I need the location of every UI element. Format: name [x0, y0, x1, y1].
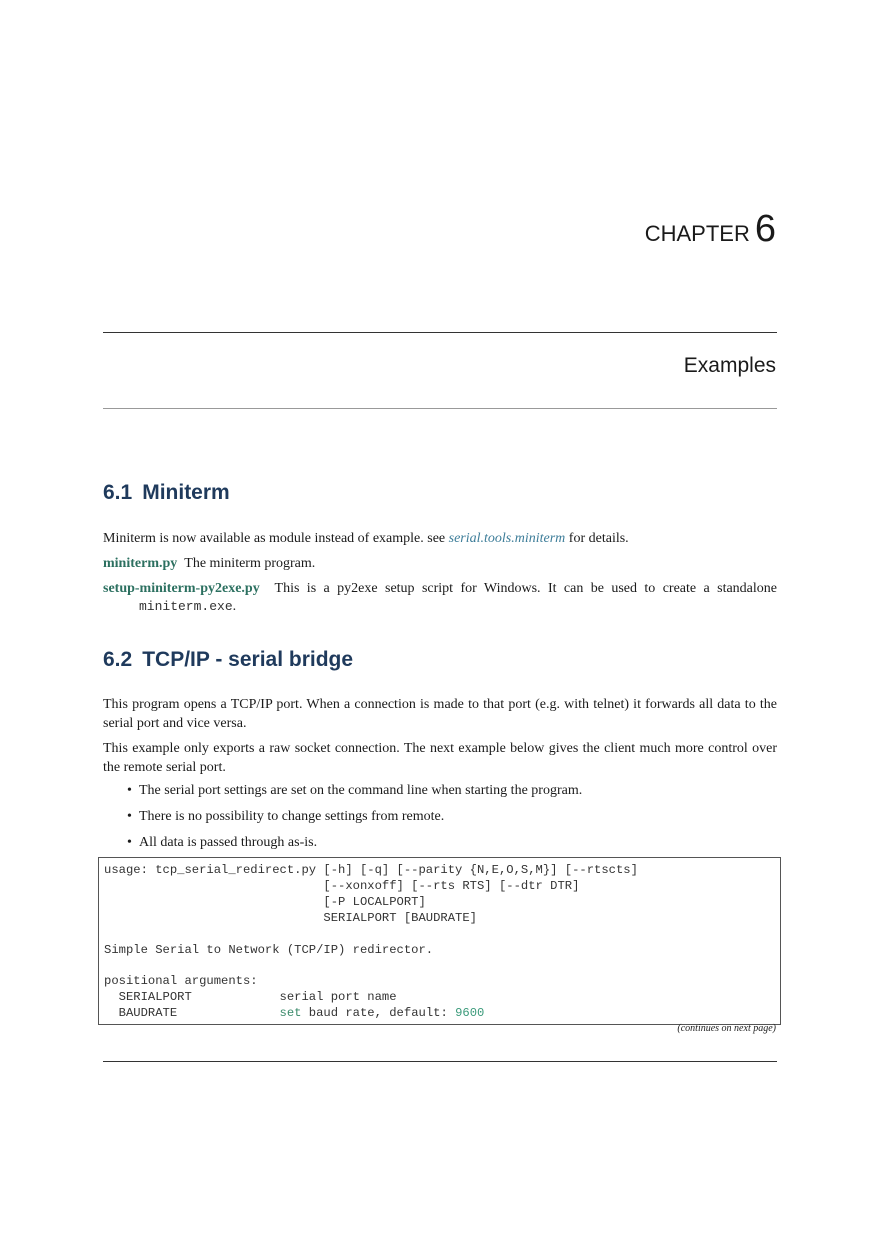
code-line: [--xonxoff] [--rts RTS] [--dtr DTR]	[104, 878, 580, 893]
list-item	[127, 781, 582, 800]
section-heading-miniterm	[103, 481, 230, 505]
code-content	[99, 858, 780, 1022]
definition-miniterm-py	[103, 554, 777, 573]
definition-term: miniterm.py	[103, 556, 178, 571]
definition-term: setup-miniterm-py2exe.py	[103, 581, 260, 596]
intro-text: Miniterm is now available as module instead of example. see	[103, 531, 449, 546]
section-title: TCP/IP - serial bridge	[142, 648, 354, 671]
list-item	[127, 807, 444, 826]
section-heading-tcp-ip	[103, 648, 353, 672]
paragraph: This example only exports a raw socket connection. The next example below gives the client much more control over the remote serial port.	[103, 741, 777, 775]
bullet-dot: •	[127, 783, 132, 798]
definition-setup-miniterm-cont	[139, 597, 236, 616]
definition-tail: .	[232, 599, 237, 614]
definition-setup-miniterm	[103, 579, 777, 598]
intro-text-after: for details.	[565, 531, 629, 546]
section-title: Miniterm	[142, 481, 230, 504]
chapter-word: CHAPTER	[644, 221, 750, 246]
section-number: 6.1	[103, 481, 133, 504]
definition-text: The miniterm program.	[184, 556, 316, 571]
paragraph: This program opens a TCP/IP port. When a connection is made to that port (e.g. with telnet) it forwards all data to the serial port and vice versa.	[103, 697, 777, 731]
code-line: [-P LOCALPORT]	[104, 894, 426, 909]
chapter-label	[645, 208, 776, 251]
code-line: BAUDRATE set baud rate, default: 9600	[104, 1006, 485, 1021]
code-line: positional arguments:	[104, 974, 258, 989]
list-item-text: The serial port settings are set on the command line when starting the program.	[139, 783, 583, 798]
code-line: SERIALPORT serial port name	[104, 990, 397, 1005]
code-line: SERIALPORT [BAUDRATE]	[104, 910, 477, 925]
chapter-rule-top	[103, 332, 777, 333]
code-block	[98, 857, 781, 1025]
list-item	[127, 833, 317, 852]
chapter-number: 6	[754, 208, 776, 250]
list-item-text: There is no possibility to change settings from remote.	[139, 809, 445, 824]
continues-note: (continues on next page)	[677, 1023, 776, 1034]
footer-rule	[103, 1061, 777, 1062]
code-line: usage: tcp_serial_redirect.py [-h] [-q] [--parity {N,E,O,S,M}] [--rtscts]	[104, 863, 638, 877]
bullet-dot: •	[127, 809, 132, 824]
miniterm-intro	[103, 529, 777, 548]
chapter-title: Examples	[683, 354, 776, 377]
inline-code: miniterm.exe	[139, 599, 233, 614]
section-number: 6.2	[103, 648, 133, 671]
definition-text: This is a py2exe setup script for Windows. It can be used to create a standalone	[274, 581, 778, 596]
bullet-dot: •	[127, 835, 132, 850]
code-line: Simple Serial to Network (TCP/IP) redirector.	[104, 942, 434, 957]
list-item-text: All data is passed through as-is.	[139, 835, 318, 850]
chapter-rule-bottom	[103, 408, 777, 409]
miniterm-module-link[interactable]: serial.tools.miniterm	[448, 531, 566, 546]
